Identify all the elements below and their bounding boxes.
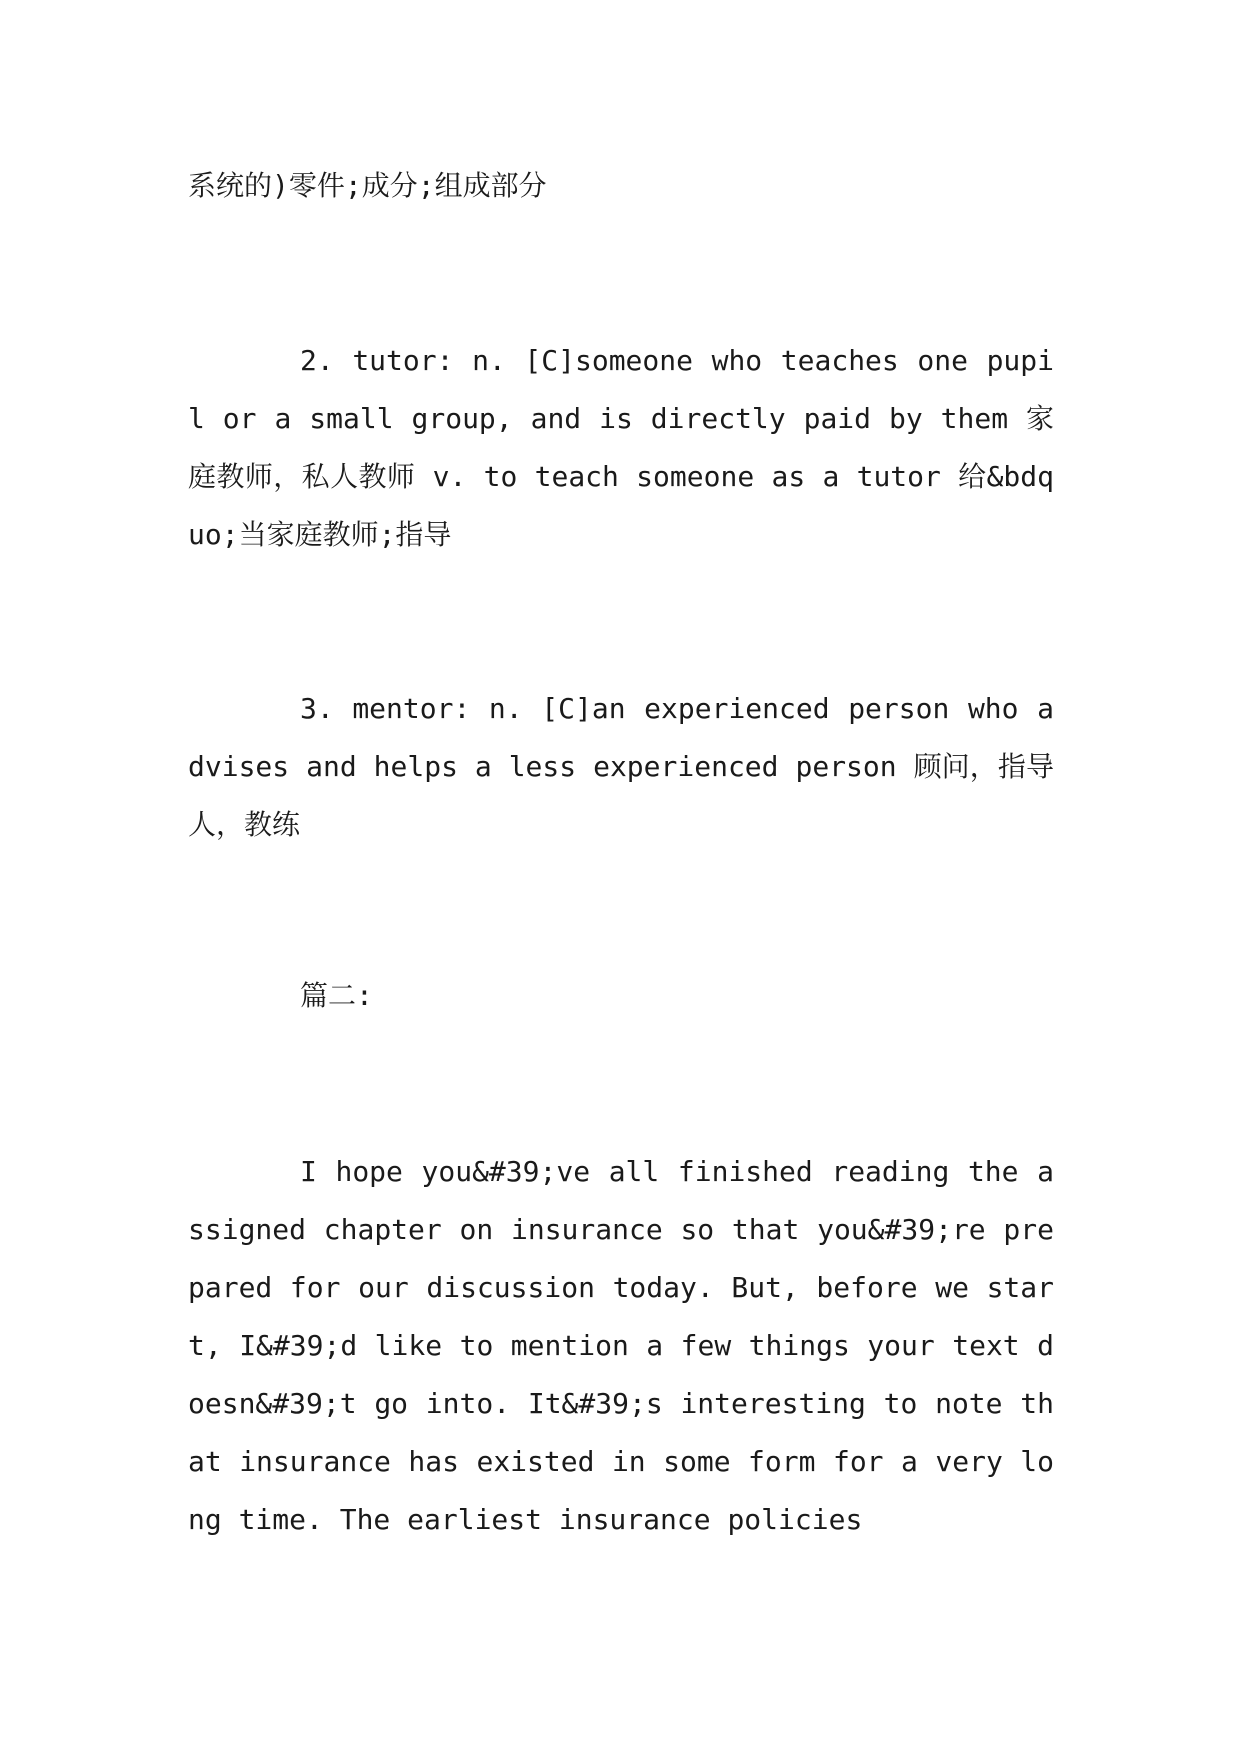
continuation-line: 系统的)零件;成分;组成部分 bbox=[188, 169, 547, 202]
vocab-entry-tutor: 2. tutor: n. [C]someone who teaches one pupil or a small group, and is directly paid by them 家庭教师，私人教师 v. to teach someone as a tutor 给&bdquo;当家庭教师;指导 bbox=[188, 344, 1054, 551]
passage-paragraph: I hope you&#39;ve all finished reading the assigned chapter on insurance so that you&#39;re prepared for our discussion today. But, before we start, I&#39;d like to mention a few things your text doesn&#39;t go into. It&#39;s interesting to note that insurance has existed in some form for a very long time. The earliest insurance policies bbox=[188, 1155, 1054, 1536]
section-heading: 篇二: bbox=[300, 979, 373, 1012]
vocab-entry-mentor: 3. mentor: n. [C]an experienced person who advises and helps a less experienced person 顾问，指导人，教练 bbox=[188, 692, 1054, 841]
